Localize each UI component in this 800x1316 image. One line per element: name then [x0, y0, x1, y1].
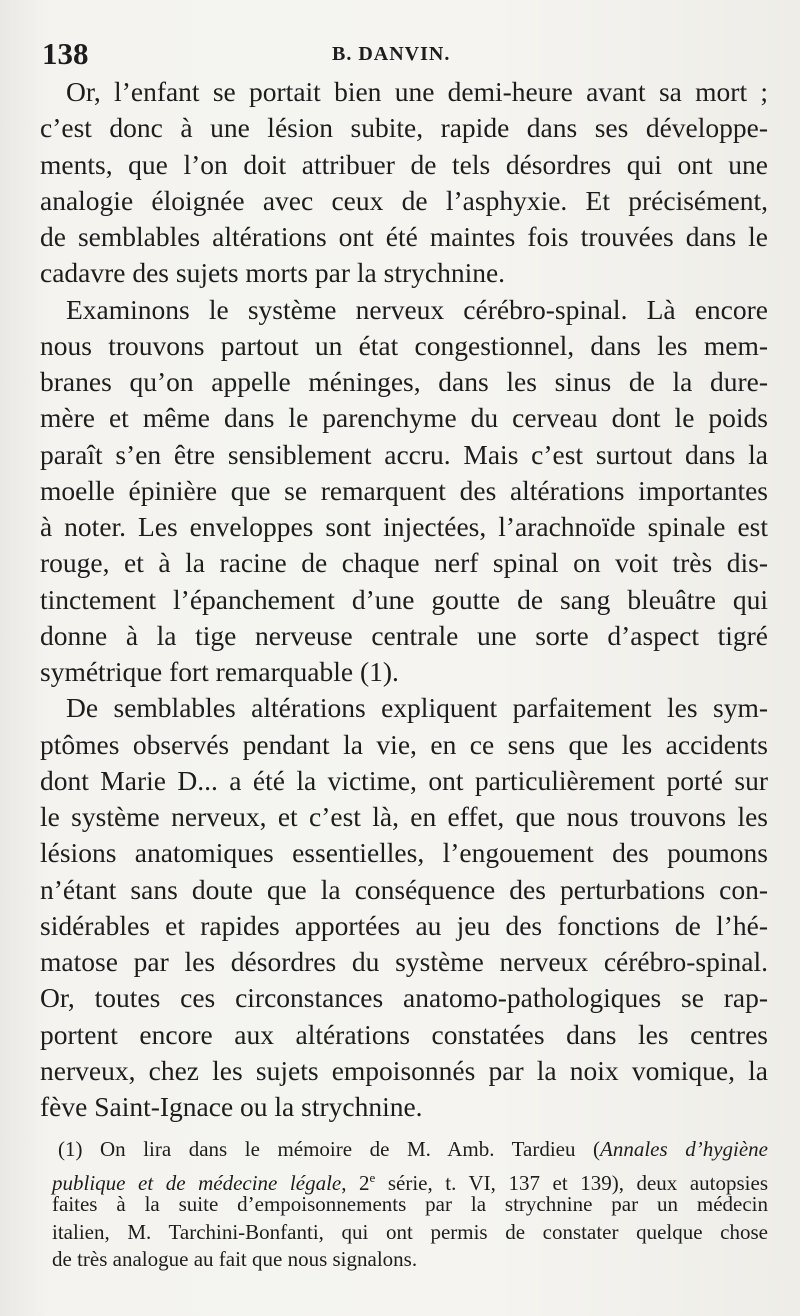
text-line: à noter. Les enveloppes sont injectées, l’arachnoïde spinale est — [40, 511, 768, 542]
text-line: rouge, et à la racine de chaque nerf spinal on voit très dis- — [40, 547, 768, 579]
footnote-line — [52, 1164, 768, 1195]
text-line: ments, que l’on doit attribuer de tels désordres qui ont une — [40, 148, 768, 180]
text-line: cadavre des sujets morts par la strychnine. — [40, 257, 506, 289]
text-line: De semblables altérations expliquent parfaitement les sym- — [66, 692, 768, 724]
text-line: Or, toutes ces circonstances anatomo-pathologiques se rap- — [40, 982, 768, 1014]
footnote — [52, 1136, 768, 1274]
text-line: Or, l’enfant se portait bien une demi-heure avant sa mort ; — [66, 76, 768, 107]
text-line: le système nerveux, et c’est là, en effet, que nous trouvons les — [40, 801, 768, 832]
text-line: analogie éloignée avec ceux de l’asphyxie. Et précisément, — [40, 184, 768, 216]
text-line: n’étant sans doute que la conséquence des perturbations con- — [40, 873, 768, 905]
footnote-line: italien, M. Tarchini-Bonfanti, qui ont permis de constater quelque chose — [52, 1219, 768, 1244]
text-line: paraît s’en être sensiblement accru. Mais c’est surtout dans la — [40, 438, 768, 470]
text-line: sidérables et rapides apportées au jeu des fonctions de l’hé- — [40, 909, 768, 941]
text-line: c’est donc à une lésion subite, rapide dans ses développe- — [40, 112, 768, 144]
footnote-text: série, t. VI, 137 et 139), deux autopsies — [375, 1170, 768, 1195]
footnote-text: (1) On lira dans le mémoire de M. Amb. Tardieu ( — [58, 1137, 601, 1161]
footnote-line: faites à la suite d’empoisonnements par la strychnine par un médecin — [52, 1192, 768, 1216]
footnote-superscript: e — [369, 1169, 376, 1185]
text-line: ptômes observés pendant la vie, en ce sens que les accidents — [40, 728, 768, 760]
text-line: tinctement l’épanchement d’une goutte de sang bleuâtre qui — [40, 583, 768, 615]
text-line: de semblables altérations ont été maintes fois trouvées dans le — [40, 221, 768, 252]
text-line: matose par les désordres du système nerveux cérébro-spinal. — [40, 946, 768, 977]
text-line: portent encore aux altérations constatées dans les centres — [40, 1018, 768, 1050]
footnote-journal-title: Annales d’hygiène — [600, 1137, 768, 1161]
text-line: lésions anatomiques essentielles, l’engouement des poumons — [40, 837, 768, 869]
body-text — [40, 74, 768, 1125]
running-head: B. DANVIN. — [332, 43, 451, 65]
text-line: symétrique fort remarquable (1). — [40, 656, 399, 687]
footnote-text: , 2 — [341, 1170, 370, 1195]
page-number: 138 — [42, 36, 89, 71]
text-line: branes qu’on appelle méninges, dans les sinus de la dure- — [40, 366, 768, 397]
text-line: mère et même dans le parenchyme du cerveau dont le poids — [40, 402, 768, 434]
footnote-line — [52, 1136, 768, 1164]
footnote-journal-title: publique et de médecine légale — [52, 1170, 342, 1195]
text-line: nerveux, chez les sujets empoisonnés par la noix vomique, la — [40, 1054, 768, 1086]
footnote-line: de très analogue au fait que nous signalons. — [52, 1247, 418, 1271]
text-line: moelle épinière que se remarquent des altérations importantes — [40, 474, 768, 506]
text-line: Examinons le système nerveux cérébro-spinal. Là encore — [66, 293, 768, 325]
page-header — [42, 36, 760, 70]
text-line: fève Saint-Ignace ou la strychnine. — [40, 1091, 423, 1122]
text-line: donne à la tige nerveuse centrale une sorte d’aspect tigré — [40, 619, 768, 651]
text-line: nous trouvons partout un état congestionnel, dans les mem- — [40, 329, 768, 361]
text-line: dont Marie D... a été la victime, ont particulièrement porté sur — [40, 764, 768, 796]
